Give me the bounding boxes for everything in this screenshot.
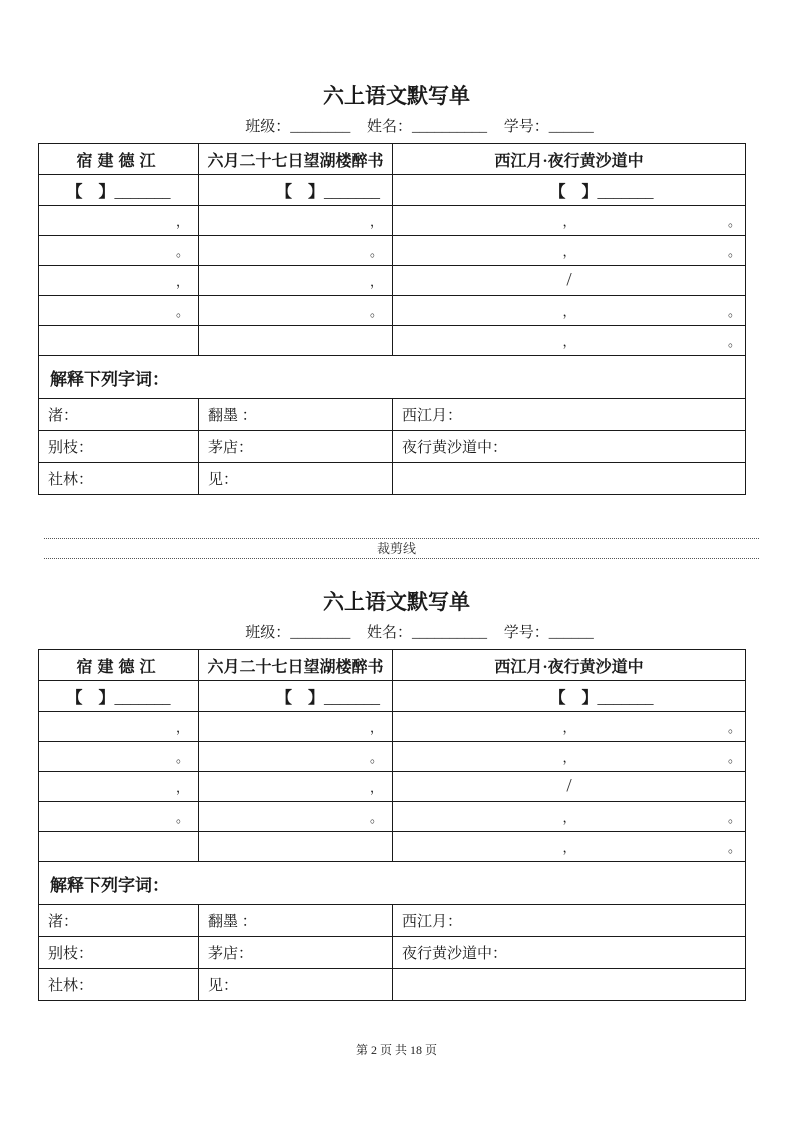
explain-header-row — [39, 356, 746, 399]
bracket-blank: _______ — [324, 183, 380, 201]
punct-cell — [393, 326, 746, 356]
class-field — [245, 119, 350, 135]
author-bracket-row — [39, 681, 746, 712]
explain-label-xijiangyue: 西江月： — [393, 399, 746, 431]
explain-label-fanmo: 翻墨 ： — [199, 399, 393, 431]
poem-header-row — [39, 650, 746, 681]
punct-cell — [393, 772, 746, 802]
punct-cell: 。 — [39, 236, 199, 266]
punct-cell: ， — [39, 206, 199, 236]
explain-label-shelin: 社林： — [39, 463, 199, 495]
student-id-label: 学号： — [503, 119, 549, 135]
sheet-title: 六上语文默写单 — [323, 590, 470, 614]
class-label: 班级： — [245, 119, 291, 135]
explain-label-jian: 见： — [199, 463, 393, 495]
punct-mid: ， — [562, 719, 576, 735]
punct-cell: 。 — [39, 296, 199, 326]
bracket-marks: 【 】 — [549, 689, 598, 707]
punct-mid: ， — [562, 303, 576, 319]
punct-cell — [199, 832, 393, 862]
poem-title-1: 宿建德江 — [39, 650, 199, 681]
explain-row-1 — [39, 399, 746, 431]
punct-cell — [199, 326, 393, 356]
punct-end: 。 — [727, 303, 741, 319]
verse-row-3 — [39, 266, 746, 296]
verse-row-3 — [39, 772, 746, 802]
bracket-cell-1 — [39, 681, 199, 712]
poem-title-2: 六月二十七日望湖楼醉书 — [199, 144, 393, 175]
poem-table — [38, 143, 746, 495]
student-id-blank: ______ — [548, 119, 594, 135]
punct-cell: 。 — [199, 742, 393, 772]
cut-line-label: 裁剪线 — [376, 541, 416, 556]
bracket-marks: 【 】 — [549, 183, 598, 201]
cut-line-bottom — [44, 558, 759, 559]
punct-cell — [393, 832, 746, 862]
poem-title-1: 宿建德江 — [39, 144, 199, 175]
bracket-marks: 【 】 — [275, 689, 324, 707]
verse-row-4 — [39, 296, 746, 326]
explain-label-biezhi: 别枝： — [39, 431, 199, 463]
verse-row-5 — [39, 832, 746, 862]
explain-label-zhu: 渚： — [39, 905, 199, 937]
name-field — [367, 119, 487, 135]
author-bracket-row — [39, 175, 746, 206]
explain-header-row — [39, 862, 746, 905]
punct-cell — [393, 296, 746, 326]
poem-title-3: 西江月·夜行黄沙道中 — [393, 144, 746, 175]
name-field — [367, 625, 487, 641]
punct-mid: ， — [562, 333, 576, 349]
bracket-blank: _______ — [114, 183, 171, 201]
punct-mid: ， — [562, 243, 576, 259]
student-id-blank: ______ — [548, 625, 594, 641]
cut-line-block — [0, 538, 793, 559]
poem-title-3: 西江月·夜行黄沙道中 — [393, 650, 746, 681]
page-number: 第 2 页 共 18 页 — [355, 1043, 437, 1057]
punct-end: 。 — [727, 809, 741, 825]
explain-row-1 — [39, 905, 746, 937]
punct-cell — [39, 832, 199, 862]
punct-cell — [393, 742, 746, 772]
explain-label-zhu: 渚： — [39, 399, 199, 431]
punct-cell: 。 — [199, 296, 393, 326]
bracket-marks: 【 】 — [66, 183, 115, 201]
punct-cell: ， — [39, 772, 199, 802]
explain-header: 解释下列字词： — [39, 862, 746, 905]
punct-mid: ， — [562, 839, 576, 855]
poem-table — [38, 649, 746, 1001]
student-info-line — [0, 624, 793, 643]
name-blank: __________ — [412, 119, 487, 135]
verse-row-2 — [39, 236, 746, 266]
punct-cell — [393, 802, 746, 832]
bracket-marks: 【 】 — [275, 183, 324, 201]
explain-row-3 — [39, 463, 746, 495]
verse-row-5 — [39, 326, 746, 356]
bracket-blank: _______ — [597, 689, 654, 707]
explain-label-fanmo: 翻墨 ： — [199, 905, 393, 937]
punct-end: 。 — [727, 839, 741, 855]
punct-cell — [39, 326, 199, 356]
class-label: 班级： — [245, 625, 291, 641]
poem-title-2: 六月二十七日望湖楼醉书 — [199, 650, 393, 681]
student-info-line — [0, 118, 793, 137]
punct-end: 。 — [727, 213, 741, 229]
bracket-cell-3 — [393, 681, 746, 712]
dictation-sheet-2 — [0, 591, 793, 1001]
punct-cell — [393, 266, 746, 296]
verse-row-1 — [39, 206, 746, 236]
bracket-blank: _______ — [597, 183, 654, 201]
punct-end: 。 — [727, 749, 741, 765]
explain-header: 解释下列字词： — [39, 356, 746, 399]
name-label: 姓名： — [366, 625, 412, 641]
poem-header-row — [39, 144, 746, 175]
class-field — [245, 625, 350, 641]
name-label: 姓名： — [366, 119, 412, 135]
punct-cell — [393, 206, 746, 236]
punct-cell: ， — [199, 712, 393, 742]
punct-cell: ， — [199, 772, 393, 802]
punct-cell — [393, 712, 746, 742]
explain-empty-cell — [393, 969, 746, 1001]
bracket-blank: _______ — [324, 689, 380, 707]
verse-row-4 — [39, 802, 746, 832]
student-id-label: 学号： — [503, 625, 549, 641]
explain-row-3 — [39, 969, 746, 1001]
class-blank: ________ — [290, 119, 351, 135]
punct-end: 。 — [727, 243, 741, 259]
bracket-cell-2 — [199, 681, 393, 712]
punct-cell: ， — [39, 266, 199, 296]
bracket-cell-2 — [199, 175, 393, 206]
student-id-field — [504, 119, 594, 135]
explain-label-maodian: 茅店： — [199, 937, 393, 969]
verse-row-2 — [39, 742, 746, 772]
punct-cell: ， — [199, 206, 393, 236]
explain-label-yexinghuangshadaozhong: 夜行黄沙道中： — [393, 937, 746, 969]
dictation-sheet-1 — [0, 85, 793, 495]
explain-empty-cell — [393, 463, 746, 495]
bracket-cell-3 — [393, 175, 746, 206]
bracket-cell-1 — [39, 175, 199, 206]
punct-end: 。 — [727, 719, 741, 735]
bracket-marks: 【 】 — [66, 689, 115, 707]
punct-mid: ， — [562, 749, 576, 765]
explain-label-shelin: 社林： — [39, 969, 199, 1001]
punct-cell: 。 — [39, 742, 199, 772]
punct-cell: 。 — [199, 802, 393, 832]
explain-label-maodian: 茅店： — [199, 431, 393, 463]
student-id-field — [504, 625, 594, 641]
punct-cell: 。 — [199, 236, 393, 266]
punct-end: 。 — [727, 333, 741, 349]
explain-row-2 — [39, 431, 746, 463]
explain-row-2 — [39, 937, 746, 969]
punct-mid: ， — [562, 809, 576, 825]
stanza-slash: / — [566, 269, 572, 291]
stanza-slash: / — [566, 775, 572, 797]
sheet-title: 六上语文默写单 — [323, 84, 470, 108]
bracket-blank: _______ — [114, 689, 171, 707]
explain-label-jian: 见： — [199, 969, 393, 1001]
punct-cell: ， — [199, 266, 393, 296]
explain-label-biezhi: 别枝： — [39, 937, 199, 969]
explain-label-xijiangyue: 西江月： — [393, 905, 746, 937]
punct-mid: ， — [562, 213, 576, 229]
punct-cell: ， — [39, 712, 199, 742]
punct-cell: 。 — [39, 802, 199, 832]
name-blank: __________ — [412, 625, 487, 641]
verse-row-1 — [39, 712, 746, 742]
explain-label-yexinghuangshadaozhong: 夜行黄沙道中： — [393, 431, 746, 463]
class-blank: ________ — [290, 625, 351, 641]
punct-cell — [393, 236, 746, 266]
